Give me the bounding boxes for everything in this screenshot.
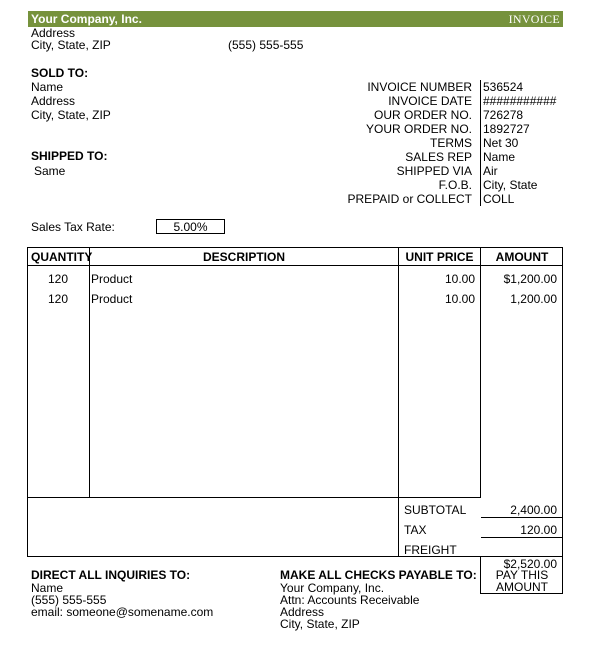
sold-to-city-state-zip: City, State, ZIP: [31, 108, 111, 122]
tax-label: TAX: [404, 523, 427, 537]
amount-label: AMOUNT: [496, 580, 548, 594]
inquiries-name: Name: [31, 581, 64, 595]
your-order-value: 1892727: [483, 122, 530, 136]
row-description: Product: [91, 272, 133, 286]
sender-phone: (555) 555-555: [228, 38, 304, 52]
checks-address: Address: [280, 605, 325, 619]
header-amount: AMOUNT: [495, 250, 549, 264]
row-description: Product: [91, 292, 133, 306]
row-amount: 1,200.00: [510, 292, 557, 306]
sender-address: Address: [31, 26, 76, 40]
header-divider: [27, 265, 563, 266]
your-order-label: YOUR ORDER NO.: [365, 122, 472, 136]
terms-label: TERMS: [430, 136, 472, 150]
row-unit-price: 10.00: [444, 292, 475, 306]
header-description: DESCRIPTION: [202, 250, 285, 264]
sales-rep-value: Name: [483, 150, 516, 164]
sold-to-name: Name: [31, 80, 64, 94]
invoice-date-label: INVOICE DATE: [388, 94, 472, 108]
checks-heading: MAKE ALL CHECKS PAYABLE TO:: [280, 568, 477, 582]
sold-to-heading: SOLD TO:: [31, 66, 89, 80]
details-divider: [480, 80, 481, 206]
our-order-value: 726278: [483, 108, 524, 122]
row-quantity: 120: [47, 292, 69, 306]
sales-tax-value: 5.00%: [173, 220, 208, 234]
prepaid-collect-value: COLL: [483, 192, 515, 206]
header-unit-price: UNIT PRICE: [405, 250, 474, 264]
row-quantity: 120: [47, 272, 69, 286]
subtotal-underline: [481, 517, 563, 518]
shipped-to-value: Same: [34, 164, 66, 178]
inquiries-heading: DIRECT ALL INQUIRIES TO:: [31, 568, 191, 582]
invoice-title: INVOICE: [508, 12, 560, 26]
sender-city-state-zip: City, State, ZIP: [31, 38, 111, 52]
total-due-value: $2,520.00: [503, 557, 557, 571]
fob-value: City, State: [483, 178, 538, 192]
invoice-number-label: INVOICE NUMBER: [367, 80, 472, 94]
checks-company: Your Company, Inc.: [280, 581, 385, 595]
inquiries-email[interactable]: email: someone@somename.com: [31, 605, 214, 619]
shipped-to-heading: SHIPPED TO:: [31, 149, 108, 163]
tax-underline: [481, 537, 563, 538]
subtotal-value: 2,400.00: [510, 503, 557, 517]
invoice-header-bar: [28, 11, 563, 27]
sales-tax-field[interactable]: [156, 219, 225, 234]
body-bottom-line: [27, 497, 481, 498]
company-name: Your Company, Inc.: [31, 12, 142, 26]
col-divider-quantity: [89, 247, 90, 497]
invoice-date-value: ###########: [483, 94, 557, 108]
sold-to-address: Address: [31, 94, 76, 108]
our-order-label: OUR ORDER NO.: [373, 108, 472, 122]
pay-this-label: PAY THIS: [495, 568, 549, 582]
invoice-number-value: 536524: [483, 80, 524, 94]
fob-label: F.O.B.: [438, 178, 472, 192]
subtotal-label: SUBTOTAL: [404, 503, 467, 517]
shipped-via-label: SHIPPED VIA: [396, 164, 472, 178]
row-amount: $1,200.00: [503, 272, 557, 286]
header-quantity: QUANTITY: [31, 250, 93, 264]
prepaid-collect-label: PREPAID or COLLECT: [347, 192, 472, 206]
inquiries-phone: (555) 555-555: [31, 593, 107, 607]
tax-value: 120.00: [520, 523, 557, 537]
terms-value: Net 30: [483, 136, 519, 150]
sales-tax-label: Sales Tax Rate:: [31, 220, 115, 234]
sales-rep-label: SALES REP: [405, 150, 472, 164]
checks-attn: Attn: Accounts Receivable: [280, 593, 420, 607]
row-unit-price: 10.00: [444, 272, 475, 286]
checks-city-state-zip: City, State, ZIP: [280, 617, 360, 631]
freight-label: FREIGHT: [404, 543, 457, 557]
shipped-via-value: Air: [483, 164, 498, 178]
